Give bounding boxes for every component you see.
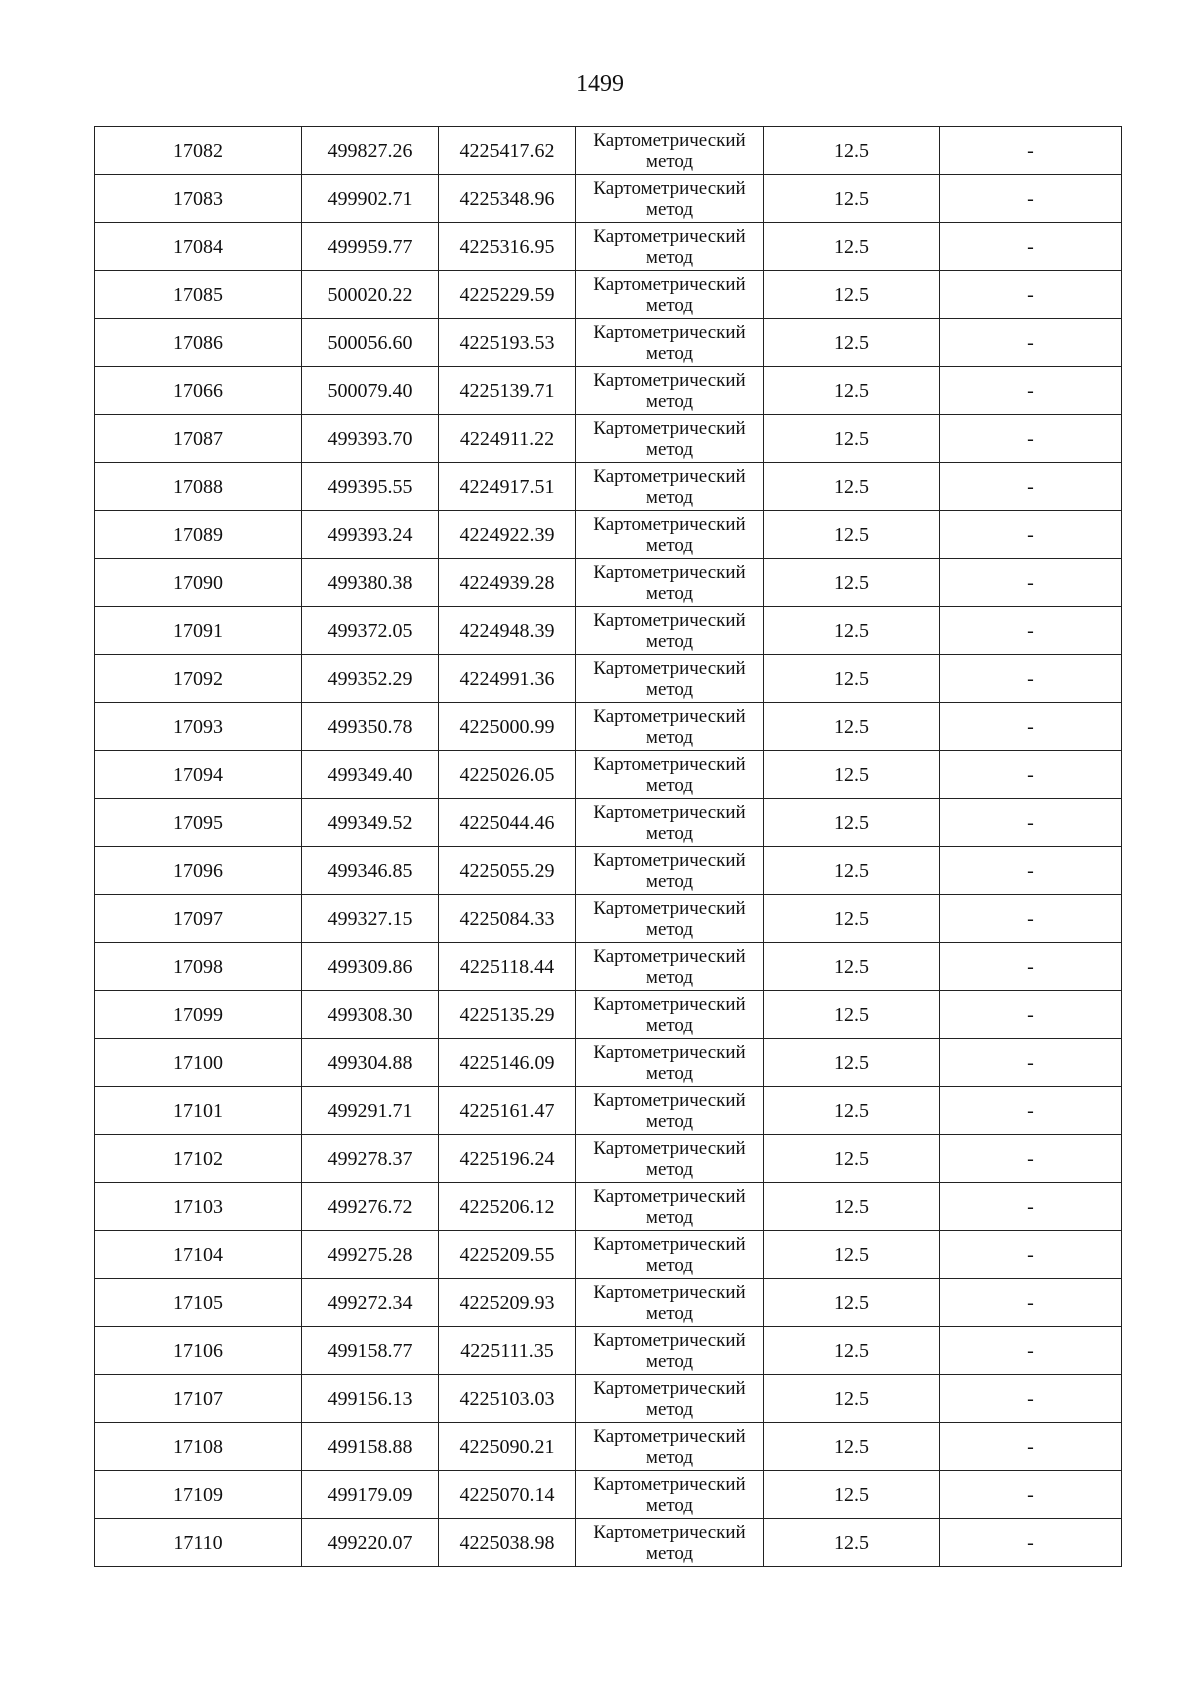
method-line-1: Картометрический — [593, 945, 746, 967]
accuracy-cell: 12.5 — [764, 1375, 940, 1423]
note-cell: - — [940, 1423, 1122, 1471]
point-number-cell: 17096 — [95, 847, 302, 895]
x-coordinate-cell: 500056.60 — [302, 319, 439, 367]
table-row — [95, 1039, 1122, 1087]
note-cell: - — [940, 1471, 1122, 1519]
note-cell: - — [940, 463, 1122, 511]
method-line-2: метод — [645, 1542, 694, 1564]
method-cell — [576, 463, 764, 511]
table-row — [95, 511, 1122, 559]
table-row — [95, 1375, 1122, 1423]
y-coordinate-cell: 4225196.24 — [439, 1135, 576, 1183]
method-line-1: Картометрический — [593, 849, 746, 871]
note-cell: - — [940, 943, 1122, 991]
y-coordinate-cell: 4225026.05 — [439, 751, 576, 799]
note-cell: - — [940, 847, 1122, 895]
table-row — [95, 703, 1122, 751]
method-line-1: Картометрический — [593, 1089, 746, 1111]
method-line-1: Картометрический — [593, 1473, 746, 1495]
point-number-cell: 17095 — [95, 799, 302, 847]
x-coordinate-cell: 499272.34 — [302, 1279, 439, 1327]
note-cell: - — [940, 655, 1122, 703]
point-number-cell: 17102 — [95, 1135, 302, 1183]
method-line-2: метод — [645, 630, 694, 652]
page-number: 1499 — [576, 71, 624, 97]
method-cell — [576, 511, 764, 559]
table-row — [95, 175, 1122, 223]
note-cell: - — [940, 1231, 1122, 1279]
table-row — [95, 847, 1122, 895]
point-number-cell: 17093 — [95, 703, 302, 751]
method-line-1: Картометрический — [593, 225, 746, 247]
point-number-cell: 17087 — [95, 415, 302, 463]
method-line-1: Картометрический — [593, 1233, 746, 1255]
method-line-1: Картометрический — [593, 609, 746, 631]
accuracy-cell: 12.5 — [764, 463, 940, 511]
method-line-1: Картометрический — [593, 321, 746, 343]
method-line-2: метод — [645, 390, 694, 412]
point-number-cell: 17092 — [95, 655, 302, 703]
method-line-1: Картометрический — [593, 705, 746, 727]
y-coordinate-cell: 4225118.44 — [439, 943, 576, 991]
note-cell: - — [940, 1279, 1122, 1327]
x-coordinate-cell: 499220.07 — [302, 1519, 439, 1567]
x-coordinate-cell: 499156.13 — [302, 1375, 439, 1423]
method-line-2: метод — [645, 1302, 694, 1324]
method-line-1: Картометрический — [593, 513, 746, 535]
point-number-cell: 17107 — [95, 1375, 302, 1423]
point-number-cell: 17084 — [95, 223, 302, 271]
table-row — [95, 1327, 1122, 1375]
accuracy-cell: 12.5 — [764, 943, 940, 991]
method-line-1: Картометрический — [593, 1137, 746, 1159]
note-cell: - — [940, 367, 1122, 415]
x-coordinate-cell: 499275.28 — [302, 1231, 439, 1279]
note-cell: - — [940, 175, 1122, 223]
x-coordinate-cell: 499349.40 — [302, 751, 439, 799]
method-line-1: Картометрический — [593, 1281, 746, 1303]
method-line-1: Картометрический — [593, 993, 746, 1015]
y-coordinate-cell: 4225146.09 — [439, 1039, 576, 1087]
table-row — [95, 463, 1122, 511]
method-cell — [576, 1519, 764, 1567]
x-coordinate-cell: 499276.72 — [302, 1183, 439, 1231]
table-row — [95, 367, 1122, 415]
table-row — [95, 1423, 1122, 1471]
accuracy-cell: 12.5 — [764, 703, 940, 751]
method-line-2: метод — [645, 294, 694, 316]
method-line-2: метод — [645, 966, 694, 988]
table-row — [95, 1183, 1122, 1231]
accuracy-cell: 12.5 — [764, 1135, 940, 1183]
note-cell: - — [940, 703, 1122, 751]
x-coordinate-cell: 499304.88 — [302, 1039, 439, 1087]
method-line-1: Картометрический — [593, 1521, 746, 1543]
point-number-cell: 17066 — [95, 367, 302, 415]
method-line-2: метод — [645, 1206, 694, 1228]
x-coordinate-cell: 499179.09 — [302, 1471, 439, 1519]
table-row — [95, 415, 1122, 463]
method-line-1: Картометрический — [593, 1185, 746, 1207]
table-row — [95, 1279, 1122, 1327]
y-coordinate-cell: 4225348.96 — [439, 175, 576, 223]
coordinates-table — [94, 126, 1122, 1567]
method-cell — [576, 607, 764, 655]
x-coordinate-cell: 499393.70 — [302, 415, 439, 463]
point-number-cell: 17090 — [95, 559, 302, 607]
x-coordinate-cell: 499158.77 — [302, 1327, 439, 1375]
accuracy-cell: 12.5 — [764, 1519, 940, 1567]
y-coordinate-cell: 4225111.35 — [439, 1327, 576, 1375]
method-cell — [576, 1279, 764, 1327]
method-line-2: метод — [645, 246, 694, 268]
x-coordinate-cell: 500079.40 — [302, 367, 439, 415]
point-number-cell: 17105 — [95, 1279, 302, 1327]
accuracy-cell: 12.5 — [764, 895, 940, 943]
y-coordinate-cell: 4225038.98 — [439, 1519, 576, 1567]
method-cell — [576, 847, 764, 895]
accuracy-cell: 12.5 — [764, 1423, 940, 1471]
y-coordinate-cell: 4224911.22 — [439, 415, 576, 463]
y-coordinate-cell: 4225209.55 — [439, 1231, 576, 1279]
accuracy-cell: 12.5 — [764, 271, 940, 319]
y-coordinate-cell: 4225135.29 — [439, 991, 576, 1039]
method-line-2: метод — [645, 1398, 694, 1420]
y-coordinate-cell: 4225103.03 — [439, 1375, 576, 1423]
x-coordinate-cell: 499349.52 — [302, 799, 439, 847]
method-line-2: метод — [645, 1254, 694, 1276]
x-coordinate-cell: 499380.38 — [302, 559, 439, 607]
x-coordinate-cell: 499350.78 — [302, 703, 439, 751]
table-row — [95, 1087, 1122, 1135]
note-cell: - — [940, 559, 1122, 607]
method-line-1: Картометрический — [593, 273, 746, 295]
x-coordinate-cell: 499372.05 — [302, 607, 439, 655]
method-line-1: Картометрический — [593, 1425, 746, 1447]
method-cell — [576, 1087, 764, 1135]
x-coordinate-cell: 499308.30 — [302, 991, 439, 1039]
x-coordinate-cell: 499902.71 — [302, 175, 439, 223]
accuracy-cell: 12.5 — [764, 1279, 940, 1327]
method-cell — [576, 319, 764, 367]
point-number-cell: 17091 — [95, 607, 302, 655]
method-cell — [576, 1423, 764, 1471]
table-row — [95, 1471, 1122, 1519]
method-cell — [576, 1231, 764, 1279]
method-line-1: Картометрический — [593, 1377, 746, 1399]
point-number-cell: 17104 — [95, 1231, 302, 1279]
accuracy-cell: 12.5 — [764, 319, 940, 367]
accuracy-cell: 12.5 — [764, 847, 940, 895]
accuracy-cell: 12.5 — [764, 991, 940, 1039]
y-coordinate-cell: 4224917.51 — [439, 463, 576, 511]
y-coordinate-cell: 4225084.33 — [439, 895, 576, 943]
accuracy-cell: 12.5 — [764, 1231, 940, 1279]
method-cell — [576, 127, 764, 175]
method-line-2: метод — [645, 582, 694, 604]
accuracy-cell: 12.5 — [764, 751, 940, 799]
point-number-cell: 17099 — [95, 991, 302, 1039]
coordinates-table-body — [95, 127, 1122, 1567]
method-line-2: метод — [645, 1350, 694, 1372]
accuracy-cell: 12.5 — [764, 1039, 940, 1087]
point-number-cell: 17088 — [95, 463, 302, 511]
note-cell: - — [940, 223, 1122, 271]
method-line-2: метод — [645, 1158, 694, 1180]
note-cell: - — [940, 1087, 1122, 1135]
y-coordinate-cell: 4225229.59 — [439, 271, 576, 319]
method-line-1: Картометрический — [593, 561, 746, 583]
x-coordinate-cell: 499393.24 — [302, 511, 439, 559]
method-line-2: метод — [645, 150, 694, 172]
y-coordinate-cell: 4225044.46 — [439, 799, 576, 847]
accuracy-cell: 12.5 — [764, 1087, 940, 1135]
y-coordinate-cell: 4225090.21 — [439, 1423, 576, 1471]
point-number-cell: 17094 — [95, 751, 302, 799]
method-line-2: метод — [645, 774, 694, 796]
accuracy-cell: 12.5 — [764, 607, 940, 655]
accuracy-cell: 12.5 — [764, 223, 940, 271]
x-coordinate-cell: 499158.88 — [302, 1423, 439, 1471]
accuracy-cell: 12.5 — [764, 175, 940, 223]
accuracy-cell: 12.5 — [764, 127, 940, 175]
method-cell — [576, 415, 764, 463]
y-coordinate-cell: 4225055.29 — [439, 847, 576, 895]
point-number-cell: 17083 — [95, 175, 302, 223]
method-cell — [576, 895, 764, 943]
x-coordinate-cell: 499327.15 — [302, 895, 439, 943]
point-number-cell: 17097 — [95, 895, 302, 943]
y-coordinate-cell: 4225000.99 — [439, 703, 576, 751]
method-line-1: Картометрический — [593, 417, 746, 439]
note-cell: - — [940, 799, 1122, 847]
method-cell — [576, 943, 764, 991]
table-row — [95, 223, 1122, 271]
table-row — [95, 319, 1122, 367]
point-number-cell: 17108 — [95, 1423, 302, 1471]
point-number-cell: 17110 — [95, 1519, 302, 1567]
table-row — [95, 1231, 1122, 1279]
table-row — [95, 1135, 1122, 1183]
method-line-1: Картометрический — [593, 465, 746, 487]
point-number-cell: 17109 — [95, 1471, 302, 1519]
note-cell: - — [940, 127, 1122, 175]
point-number-cell: 17089 — [95, 511, 302, 559]
point-number-cell: 17085 — [95, 271, 302, 319]
method-cell — [576, 1375, 764, 1423]
x-coordinate-cell: 499827.26 — [302, 127, 439, 175]
table-row — [95, 271, 1122, 319]
y-coordinate-cell: 4224948.39 — [439, 607, 576, 655]
table-row — [95, 991, 1122, 1039]
accuracy-cell: 12.5 — [764, 415, 940, 463]
y-coordinate-cell: 4225417.62 — [439, 127, 576, 175]
method-cell — [576, 1471, 764, 1519]
x-coordinate-cell: 499352.29 — [302, 655, 439, 703]
method-line-2: метод — [645, 870, 694, 892]
table-row — [95, 895, 1122, 943]
method-line-2: метод — [645, 918, 694, 940]
method-line-2: метод — [645, 1062, 694, 1084]
method-line-2: метод — [645, 198, 694, 220]
method-line-2: метод — [645, 1446, 694, 1468]
table-row — [95, 559, 1122, 607]
x-coordinate-cell: 499291.71 — [302, 1087, 439, 1135]
note-cell: - — [940, 1183, 1122, 1231]
x-coordinate-cell: 500020.22 — [302, 271, 439, 319]
method-line-1: Картометрический — [593, 897, 746, 919]
method-line-2: метод — [645, 1014, 694, 1036]
method-line-2: метод — [645, 342, 694, 364]
y-coordinate-cell: 4225209.93 — [439, 1279, 576, 1327]
method-cell — [576, 655, 764, 703]
table-row — [95, 1519, 1122, 1567]
method-cell — [576, 1183, 764, 1231]
note-cell: - — [940, 991, 1122, 1039]
method-line-1: Картометрический — [593, 753, 746, 775]
method-line-1: Картометрический — [593, 369, 746, 391]
accuracy-cell: 12.5 — [764, 1471, 940, 1519]
point-number-cell: 17100 — [95, 1039, 302, 1087]
method-line-1: Картометрический — [593, 129, 746, 151]
method-line-2: метод — [645, 534, 694, 556]
y-coordinate-cell: 4225139.71 — [439, 367, 576, 415]
point-number-cell: 17103 — [95, 1183, 302, 1231]
accuracy-cell: 12.5 — [764, 1327, 940, 1375]
point-number-cell: 17086 — [95, 319, 302, 367]
method-cell — [576, 1135, 764, 1183]
note-cell: - — [940, 1375, 1122, 1423]
method-cell — [576, 559, 764, 607]
method-line-2: метод — [645, 678, 694, 700]
x-coordinate-cell: 499278.37 — [302, 1135, 439, 1183]
method-line-2: метод — [645, 438, 694, 460]
method-line-2: метод — [645, 1494, 694, 1516]
method-line-1: Картометрический — [593, 657, 746, 679]
accuracy-cell: 12.5 — [764, 559, 940, 607]
table-row — [95, 127, 1122, 175]
table-row — [95, 607, 1122, 655]
note-cell: - — [940, 271, 1122, 319]
method-line-1: Картометрический — [593, 1329, 746, 1351]
y-coordinate-cell: 4225193.53 — [439, 319, 576, 367]
note-cell: - — [940, 1135, 1122, 1183]
x-coordinate-cell: 499309.86 — [302, 943, 439, 991]
y-coordinate-cell: 4224991.36 — [439, 655, 576, 703]
note-cell: - — [940, 751, 1122, 799]
table-row — [95, 799, 1122, 847]
method-cell — [576, 703, 764, 751]
note-cell: - — [940, 1519, 1122, 1567]
y-coordinate-cell: 4225070.14 — [439, 1471, 576, 1519]
point-number-cell: 17098 — [95, 943, 302, 991]
point-number-cell: 17082 — [95, 127, 302, 175]
method-cell — [576, 367, 764, 415]
method-cell — [576, 991, 764, 1039]
x-coordinate-cell: 499959.77 — [302, 223, 439, 271]
accuracy-cell: 12.5 — [764, 367, 940, 415]
method-line-1: Картометрический — [593, 801, 746, 823]
y-coordinate-cell: 4224922.39 — [439, 511, 576, 559]
note-cell: - — [940, 415, 1122, 463]
table-row — [95, 943, 1122, 991]
accuracy-cell: 12.5 — [764, 799, 940, 847]
point-number-cell: 17101 — [95, 1087, 302, 1135]
note-cell: - — [940, 319, 1122, 367]
x-coordinate-cell: 499395.55 — [302, 463, 439, 511]
table-row — [95, 655, 1122, 703]
method-line-2: метод — [645, 1110, 694, 1132]
accuracy-cell: 12.5 — [764, 1183, 940, 1231]
note-cell: - — [940, 607, 1122, 655]
y-coordinate-cell: 4225316.95 — [439, 223, 576, 271]
table-row — [95, 751, 1122, 799]
method-cell — [576, 175, 764, 223]
method-line-2: метод — [645, 486, 694, 508]
method-line-1: Картометрический — [593, 177, 746, 199]
y-coordinate-cell: 4225206.12 — [439, 1183, 576, 1231]
note-cell: - — [940, 895, 1122, 943]
accuracy-cell: 12.5 — [764, 511, 940, 559]
note-cell: - — [940, 1327, 1122, 1375]
x-coordinate-cell: 499346.85 — [302, 847, 439, 895]
y-coordinate-cell: 4225161.47 — [439, 1087, 576, 1135]
method-cell — [576, 799, 764, 847]
method-cell — [576, 223, 764, 271]
accuracy-cell: 12.5 — [764, 655, 940, 703]
method-cell — [576, 1039, 764, 1087]
method-line-1: Картометрический — [593, 1041, 746, 1063]
method-cell — [576, 1327, 764, 1375]
method-line-2: метод — [645, 726, 694, 748]
y-coordinate-cell: 4224939.28 — [439, 559, 576, 607]
point-number-cell: 17106 — [95, 1327, 302, 1375]
note-cell: - — [940, 1039, 1122, 1087]
method-line-2: метод — [645, 822, 694, 844]
note-cell: - — [940, 511, 1122, 559]
method-cell — [576, 751, 764, 799]
method-cell — [576, 271, 764, 319]
